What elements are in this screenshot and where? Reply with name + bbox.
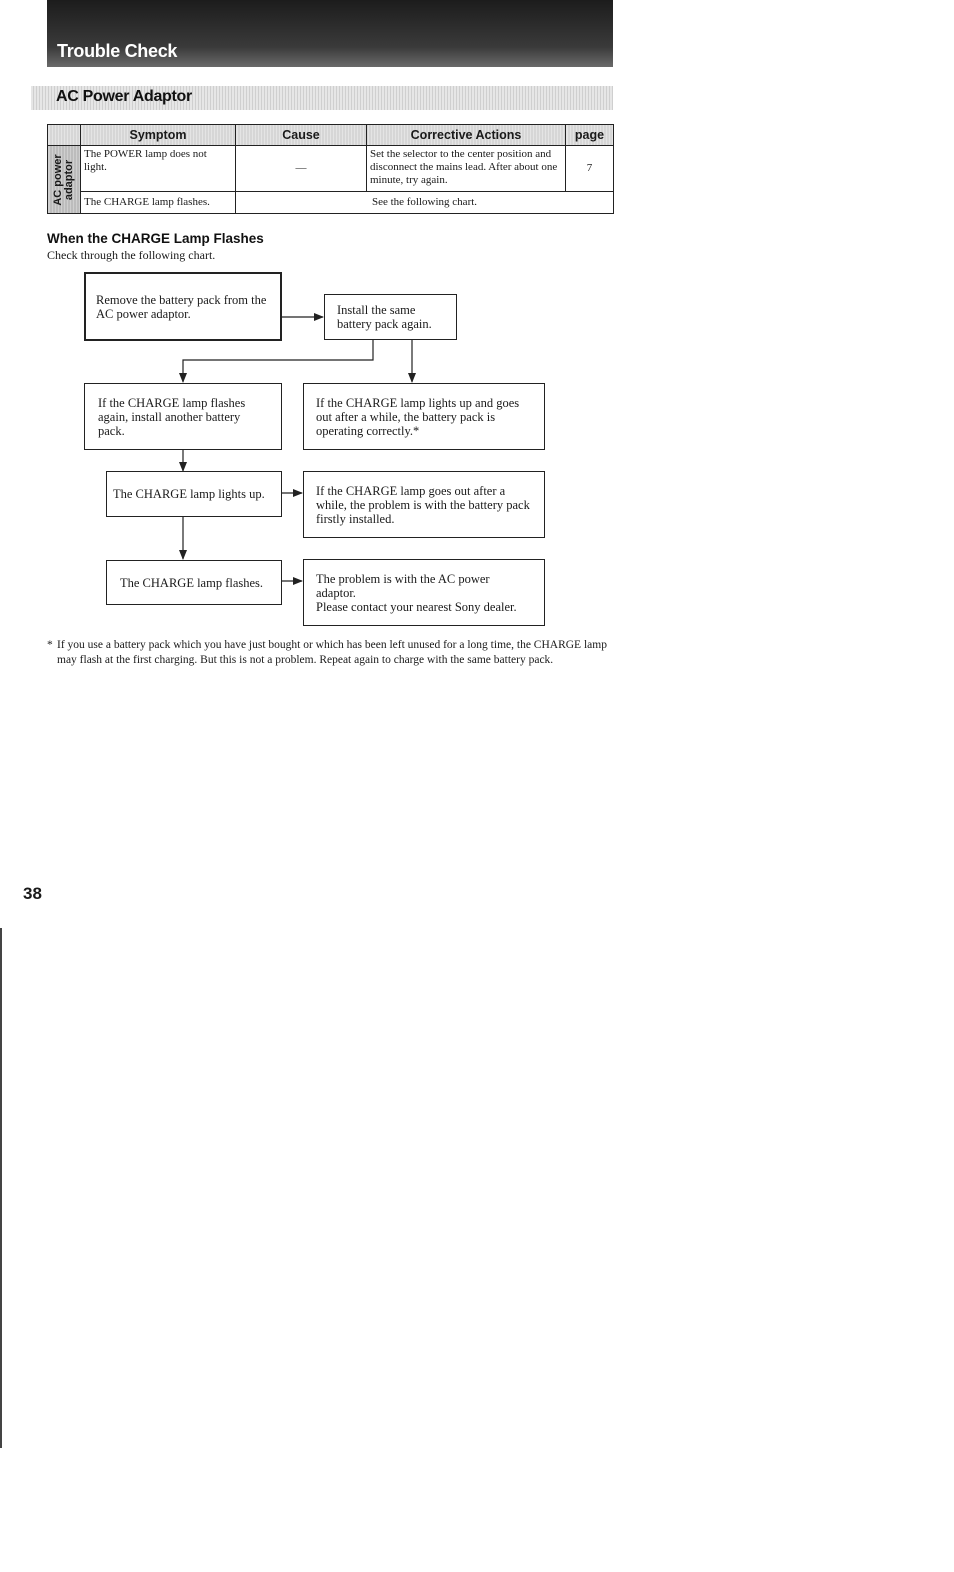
subsection-intro: Check through the following chart. xyxy=(47,248,216,262)
flow-box-problem: The problem is with the AC power adaptor. Please contact your nearest Sony dealer. xyxy=(303,559,545,626)
page-title: Trouble Check xyxy=(57,41,178,61)
flow-box-flashes: The CHARGE lamp flashes. xyxy=(106,560,282,605)
merged-action-cell: See the following chart. xyxy=(236,192,614,214)
header-actions: Corrective Actions xyxy=(367,125,566,146)
footnote xyxy=(47,638,627,668)
flow-box-lights-up: The CHARGE lamp lights up. xyxy=(106,471,282,517)
header-page: page xyxy=(566,125,614,146)
header-symptom: Symptom xyxy=(81,125,236,146)
footnote-mark: * xyxy=(47,639,53,651)
flow-box-lights-ok: If the CHARGE lamp lights up and goes out after a while, the battery pack is operating correctly.* xyxy=(303,383,545,450)
header-cause: Cause xyxy=(236,125,367,146)
flow-box-remove: Remove the battery pack from the AC power adaptor. xyxy=(84,272,282,341)
page-cell: 7 xyxy=(566,146,614,192)
flow-box-install-same: Install the same battery pack again. xyxy=(324,294,457,340)
actions-cell: Set the selector to the center position and disconnect the mains lead. After about one minute, try again. xyxy=(367,146,566,192)
flow-box-goes-out: If the CHARGE lamp goes out after a while, the problem is with the battery pack firstly installed. xyxy=(303,471,545,538)
page-number: 38 xyxy=(23,884,42,903)
cause-cell: — xyxy=(236,146,367,192)
arrow-install-to-flash-again xyxy=(183,340,373,382)
margin-rule xyxy=(0,928,2,1448)
subsection-title: When the CHARGE Lamp Flashes xyxy=(47,231,264,246)
symptom-cell: The CHARGE lamp flashes. xyxy=(81,192,236,214)
section-title: AC Power Adaptor xyxy=(56,88,192,105)
footnote-text: If you use a battery pack which you have just bought or which has been left unused for a long time, the CHARGE lamp may flash at the first charging. But this is not a problem. Repeat again to charge with the same battery pack. xyxy=(57,639,607,666)
flow-box-flash-again: If the CHARGE lamp flashes again, install another battery pack. xyxy=(84,383,282,450)
symptom-cell: The POWER lamp does not light. xyxy=(81,146,236,192)
category-label: AC power adaptor xyxy=(52,153,75,206)
